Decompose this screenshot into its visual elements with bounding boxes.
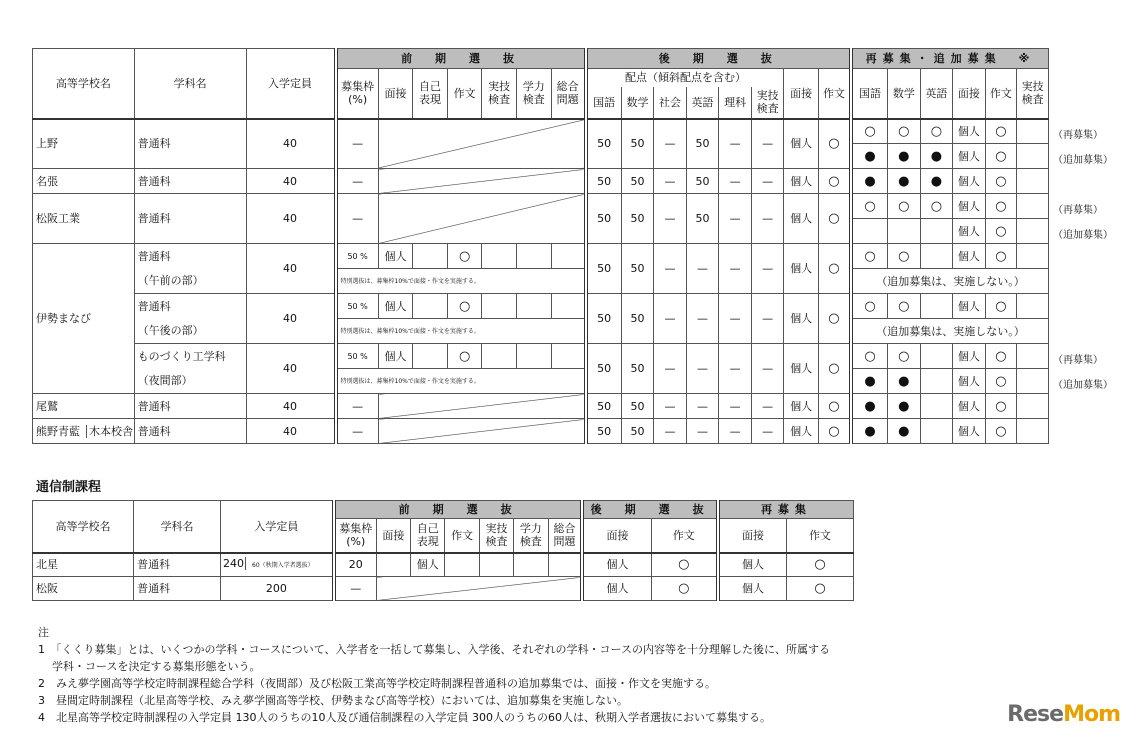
capacity-header: 入学定員 <box>221 501 334 553</box>
sai-header: 再募集・追加募集 ※ <box>851 49 1049 69</box>
sai-value <box>1017 219 1049 244</box>
rika-header: 理科 <box>719 87 752 119</box>
general-value <box>548 553 582 577</box>
dept-header: 学科名 <box>134 49 246 119</box>
interview-header: 面接 <box>378 69 413 119</box>
general-value <box>551 294 586 319</box>
capacity-value: 240 60（秋期入学者選抜） <box>221 553 334 577</box>
school-name: 松阪工業 <box>33 194 135 244</box>
diagonal-empty <box>378 119 585 169</box>
school-header: 高等学校名 <box>33 501 134 553</box>
koki-header: 後 期 選 抜 <box>582 501 717 519</box>
school-name: 尾鷲 <box>33 394 135 419</box>
sai-value: ○ <box>985 194 1017 219</box>
sai-value <box>1017 394 1049 419</box>
zenki-header: 前 期 選 抜 <box>334 501 583 519</box>
essay-value: ○ <box>818 344 851 394</box>
sai-value: ○ <box>888 294 921 319</box>
sai-value: ○ <box>851 244 888 269</box>
sai-interview-header: 面接 <box>718 519 787 553</box>
essay-value: ○ <box>447 344 482 369</box>
sai-value <box>1017 294 1049 319</box>
sai-value: ○ <box>985 144 1017 169</box>
rika-value: — <box>719 419 752 444</box>
sai-value <box>920 394 953 419</box>
sai-sugaku-header: 数学 <box>888 69 921 119</box>
self-value: 個人 <box>411 553 445 577</box>
sai-value: 個人 <box>953 219 986 244</box>
shakai-value: — <box>654 344 687 394</box>
general-header: 総合 問題 <box>551 69 586 119</box>
eigo-value: — <box>686 294 719 344</box>
sai-value: ● <box>851 169 888 194</box>
sugaku-header: 数学 <box>621 87 654 119</box>
side-label: （再募集） <box>1053 205 1103 216</box>
rika-value: — <box>719 294 752 344</box>
zenki-header: 前 期 選 抜 <box>336 49 586 69</box>
capacity-value: 40 <box>246 394 335 419</box>
sai-value: ● <box>888 369 921 394</box>
sai-value: ○ <box>888 194 921 219</box>
sai-value: ● <box>851 394 888 419</box>
sai-value <box>888 219 921 244</box>
ability-value <box>516 344 551 369</box>
dept-header: 学科名 <box>134 501 221 553</box>
sai-value <box>1017 169 1049 194</box>
interview-value: 個人 <box>784 419 819 444</box>
resemom-logo: ReseMom <box>1007 702 1120 727</box>
self-value <box>413 294 448 319</box>
sai-value: ○ <box>985 169 1017 194</box>
eigo-value: — <box>686 344 719 394</box>
sai-value: ○ <box>985 394 1017 419</box>
sai-value: ○ <box>888 344 921 369</box>
quota-value: 50 % <box>336 344 379 369</box>
sugaku-value: 50 <box>621 169 654 194</box>
sai-value: ○ <box>985 119 1017 144</box>
kokugo-value: 50 <box>586 119 622 169</box>
interview-value: 個人 <box>784 119 819 169</box>
table-row <box>33 319 1049 344</box>
quota-value: 50 % <box>336 294 379 319</box>
sai-value <box>1017 194 1049 219</box>
quota-value: — <box>336 169 379 194</box>
sai-value: ○ <box>985 369 1017 394</box>
dept-name: 普通科 <box>134 244 246 269</box>
shakai-value: — <box>654 244 687 294</box>
sai-value: 個人 <box>953 119 986 144</box>
school-name: 熊野青藍 木本校舎 <box>33 419 135 444</box>
eigo-value: — <box>686 419 719 444</box>
special-note: 特別選抜は、募集枠10%で面接・作文を実施する。 <box>336 319 586 344</box>
self-header: 自己 表現 <box>413 69 448 119</box>
tsushin-table <box>32 500 854 601</box>
essay-value <box>445 553 479 577</box>
shakai-value: — <box>654 194 687 244</box>
sugaku-value: 50 <box>621 119 654 169</box>
diagonal-empty <box>378 419 585 444</box>
sai-value: ● <box>888 419 921 444</box>
interview-value: 個人 <box>784 394 819 419</box>
shakai-value: — <box>654 419 687 444</box>
points-header: 配点（傾斜配点を含む） <box>586 69 784 87</box>
sai-value: ○ <box>985 344 1017 369</box>
rika-value: — <box>719 394 752 419</box>
skill-header: 実技 検査 <box>482 69 517 119</box>
table-row <box>33 269 1049 294</box>
table-row <box>33 119 1049 144</box>
sai-value: ● <box>888 144 921 169</box>
sai-value: 個人 <box>953 394 986 419</box>
koki-essay-value: ○ <box>651 577 718 601</box>
table-row <box>33 553 854 577</box>
koki-essay-value: ○ <box>651 553 718 577</box>
table-row <box>33 194 1049 219</box>
sai-value: ● <box>851 144 888 169</box>
sai-value: 個人 <box>953 294 986 319</box>
sai-value <box>1017 419 1049 444</box>
sai-value: ● <box>920 169 953 194</box>
diagonal-empty <box>376 577 582 601</box>
sai-value <box>920 219 953 244</box>
dept-sub: （午前の部） <box>134 269 246 294</box>
dept-name: 普通科 <box>134 169 246 194</box>
sai-value: ● <box>888 394 921 419</box>
sai-value: 個人 <box>953 419 986 444</box>
interview-value: 個人 <box>378 244 413 269</box>
jitsugi-value: — <box>751 194 784 244</box>
sai-essay-value: ○ <box>787 577 854 601</box>
capacity-value: 40 <box>246 194 335 244</box>
sai-value: ○ <box>920 119 953 144</box>
essay-header: 作文 <box>445 519 479 553</box>
skill-header: 実技 検査 <box>479 519 513 553</box>
dept-name: 普通科 <box>134 553 221 577</box>
side-label: （追加募集） <box>1053 380 1113 391</box>
sai-interview-value: 個人 <box>718 577 787 601</box>
sai-value <box>920 294 953 319</box>
sai-value: ● <box>851 419 888 444</box>
ability-value <box>516 294 551 319</box>
sai-value: ○ <box>888 244 921 269</box>
sai-value <box>1017 144 1049 169</box>
school-header: 高等学校名 <box>33 49 135 119</box>
essay-header: 作文 <box>447 69 482 119</box>
note-4: 4 北星高等学校定時制課程の入学定員 130人のうちの10人及び通信制課程の入学定員 300人のうちの60人は、秋期入学者選抜において募集する。 <box>38 711 771 724</box>
eigo-header: 英語 <box>686 87 719 119</box>
jitsugi-value: — <box>751 394 784 419</box>
sai-value: ○ <box>920 194 953 219</box>
table-row <box>33 244 1049 269</box>
general-value <box>551 344 586 369</box>
koki-essay-header: 作文 <box>818 69 851 119</box>
eigo-value: — <box>686 244 719 294</box>
capacity-value: 200 <box>221 577 334 601</box>
self-value <box>413 244 448 269</box>
sai-value <box>1017 344 1049 369</box>
sai-value: ○ <box>851 194 888 219</box>
essay-value: ○ <box>818 394 851 419</box>
side-label: （追加募集） <box>1053 230 1113 241</box>
sugaku-value: 50 <box>621 244 654 294</box>
sai-value: 個人 <box>953 344 986 369</box>
side-label: （再募集） <box>1053 130 1103 141</box>
quota-value: — <box>336 194 379 244</box>
table-row <box>33 169 1049 194</box>
sai-value <box>920 344 953 369</box>
shakai-value: — <box>654 294 687 344</box>
special-note: 特別選抜は、募集枠10%で面接・作文を実施する。 <box>336 269 586 294</box>
interview-value: 個人 <box>784 169 819 194</box>
kokugo-value: 50 <box>586 169 622 194</box>
ability-value <box>514 553 548 577</box>
sai-value <box>1017 244 1049 269</box>
essay-value: ○ <box>818 419 851 444</box>
sai-kokugo-header: 国語 <box>851 69 888 119</box>
dept-name: 普通科 <box>134 577 221 601</box>
capacity-value: 40 <box>246 294 335 344</box>
sugaku-value: 50 <box>621 294 654 344</box>
capacity-value: 40 <box>246 119 335 169</box>
essay-value: ○ <box>447 294 482 319</box>
interview-header: 面接 <box>376 519 410 553</box>
dept-sub: （午後の部） <box>134 319 246 344</box>
sai-value: 個人 <box>953 169 986 194</box>
capacity-header: 入学定員 <box>246 49 335 119</box>
interview-value: 個人 <box>784 194 819 244</box>
dept-name: 普通科 <box>134 194 246 244</box>
sai-value: ○ <box>851 294 888 319</box>
side-label: （追加募集） <box>1053 155 1113 166</box>
sai-header: 再募集 <box>718 501 854 519</box>
table-row <box>33 294 1049 319</box>
kokugo-value: 50 <box>586 244 622 294</box>
sai-value: ○ <box>985 419 1017 444</box>
sai-interview-header: 面接 <box>953 69 986 119</box>
sai-essay-header: 作文 <box>787 519 854 553</box>
jitsugi-value: — <box>751 244 784 294</box>
kokugo-value: 50 <box>586 194 622 244</box>
skill-value <box>482 344 517 369</box>
jitsugi-value: — <box>751 169 784 194</box>
kokugo-value: 50 <box>586 394 622 419</box>
kokugo-value: 50 <box>586 344 622 394</box>
dept-name: ものづくり工学科 <box>134 344 246 369</box>
shakai-header: 社会 <box>654 87 687 119</box>
eigo-value: — <box>686 394 719 419</box>
sai-value: 個人 <box>953 194 986 219</box>
kokugo-value: 50 <box>586 419 622 444</box>
sai-value: 個人 <box>953 369 986 394</box>
koki-essay-header: 作文 <box>651 519 718 553</box>
sai-value: ● <box>888 169 921 194</box>
diagonal-empty <box>378 194 585 244</box>
skill-value <box>482 294 517 319</box>
diagonal-empty <box>378 394 585 419</box>
kokugo-header: 国語 <box>586 87 622 119</box>
sai-note: （追加募集は、実施しない。） <box>851 319 1049 344</box>
school-name: 北星 <box>33 553 134 577</box>
skill-value <box>479 553 513 577</box>
sai-value: ○ <box>851 344 888 369</box>
sai-note: （追加募集は、実施しない。） <box>851 269 1049 294</box>
capacity-value: 40 <box>246 344 335 394</box>
interview-value: 個人 <box>784 294 819 344</box>
rika-value: — <box>719 169 752 194</box>
sai-value <box>1017 119 1049 144</box>
section-heading: 通信制課程 <box>36 480 102 495</box>
sai-value: ○ <box>888 119 921 144</box>
rika-value: — <box>719 119 752 169</box>
note-1-cont: 学科・コースを決定する募集形態をいう。 <box>52 660 261 673</box>
sugaku-value: 50 <box>621 194 654 244</box>
essay-value: ○ <box>447 244 482 269</box>
capacity-value: 40 <box>246 244 335 294</box>
kokugo-value: 50 <box>586 294 622 344</box>
sai-skill-header: 実技 検査 <box>1017 69 1049 119</box>
sai-value: ● <box>920 144 953 169</box>
quota-value: — <box>334 577 376 601</box>
sai-essay-header: 作文 <box>985 69 1017 119</box>
note-3: 3 昼間定時制課程（北星高等学校、みえ夢学園高等学校、伊勢まなび高等学校）においては、追加募集を実施しない。 <box>38 694 628 707</box>
general-value <box>551 244 586 269</box>
koki-interview-value: 個人 <box>582 553 651 577</box>
sugaku-value: 50 <box>621 344 654 394</box>
school-name: 松阪 <box>33 577 134 601</box>
sai-value: ○ <box>985 244 1017 269</box>
school-name: 伊勢まなび <box>33 244 135 394</box>
sugaku-value: 50 <box>621 394 654 419</box>
note-2: 2 みえ夢学園高等学校定時制課程総合学科（夜間部）及び松阪工業高等学校定時制課程普通科の追加募集では、面接・作文を実施する。 <box>38 677 716 690</box>
jitsugi-value: — <box>751 119 784 169</box>
note-1: 1 「くくり募集」とは、いくつかの学科・コースについて、入学者を一括して募集し、入学後、それぞれの学科・コースの内容等を十分理解した後に、所属する <box>38 643 830 656</box>
shakai-value: — <box>654 394 687 419</box>
ability-header: 学力 検査 <box>516 69 551 119</box>
notes-label: 注 <box>38 626 49 639</box>
sai-eigo-header: 英語 <box>920 69 953 119</box>
self-header: 自己 表現 <box>411 519 445 553</box>
quota-value: 50 % <box>336 244 379 269</box>
jitsugi-header: 実技 検査 <box>751 87 784 119</box>
dept-name: 普通科 <box>134 394 246 419</box>
quota-value: — <box>336 119 379 169</box>
koki-interview-header: 面接 <box>582 519 651 553</box>
dept-name: 普通科 <box>134 119 246 169</box>
table-row <box>33 344 1049 369</box>
ability-value <box>516 244 551 269</box>
skill-value <box>482 244 517 269</box>
table-row <box>33 369 1049 394</box>
jitsugi-value: — <box>751 344 784 394</box>
essay-value: ○ <box>818 294 851 344</box>
dept-name: 普通科 <box>134 294 246 319</box>
dept-name: 普通科 <box>134 419 246 444</box>
sai-value: ○ <box>985 294 1017 319</box>
special-note: 特別選抜は、募集枠10%で面接・作文を実施する。 <box>336 369 586 394</box>
self-value <box>413 344 448 369</box>
table-row <box>33 419 1049 444</box>
ability-header: 学力 検査 <box>514 519 548 553</box>
sai-value <box>1017 369 1049 394</box>
rika-value: — <box>719 194 752 244</box>
essay-value: ○ <box>818 119 851 169</box>
eigo-value: 50 <box>686 169 719 194</box>
koki-interview-header: 面接 <box>784 69 819 119</box>
sai-value: 個人 <box>953 144 986 169</box>
quota-header: 募集枠 (%) <box>334 519 376 553</box>
interview-value: 個人 <box>378 294 413 319</box>
sai-value <box>920 419 953 444</box>
jitsugi-value: — <box>751 294 784 344</box>
sai-value: ○ <box>985 219 1017 244</box>
main-table <box>32 48 1049 444</box>
interview-value <box>376 553 410 577</box>
interview-value: 個人 <box>784 244 819 294</box>
table-row <box>33 394 1049 419</box>
koki-header: 後 期 選 抜 <box>586 49 851 69</box>
sai-interview-value: 個人 <box>718 553 787 577</box>
shakai-value: — <box>654 169 687 194</box>
quota-value: — <box>336 419 379 444</box>
interview-value: 個人 <box>378 344 413 369</box>
school-name: 上野 <box>33 119 135 169</box>
table-row <box>33 577 854 601</box>
koki-interview-value: 個人 <box>582 577 651 601</box>
quota-value: 20 <box>334 553 376 577</box>
notes <box>38 624 830 726</box>
quota-value: — <box>336 394 379 419</box>
jitsugi-value: — <box>751 419 784 444</box>
rika-value: — <box>719 244 752 294</box>
general-header: 総合 問題 <box>548 519 582 553</box>
sai-value: 個人 <box>953 244 986 269</box>
sai-value <box>920 244 953 269</box>
sai-value <box>851 219 888 244</box>
sai-value: ○ <box>851 119 888 144</box>
quota-header: 募集枠 (%) <box>336 69 379 119</box>
school-name: 名張 <box>33 169 135 194</box>
diagonal-empty <box>378 169 585 194</box>
essay-value: ○ <box>818 169 851 194</box>
side-label: （再募集） <box>1053 355 1103 366</box>
interview-value: 個人 <box>784 344 819 394</box>
sai-essay-value: ○ <box>787 553 854 577</box>
shakai-value: — <box>654 119 687 169</box>
rika-value: — <box>719 344 752 394</box>
capacity-value: 40 <box>246 169 335 194</box>
sai-value <box>920 369 953 394</box>
sai-value: ● <box>851 369 888 394</box>
capacity-value: 40 <box>246 419 335 444</box>
eigo-value: 50 <box>686 194 719 244</box>
dept-sub: （夜間部） <box>134 369 246 394</box>
essay-value: ○ <box>818 244 851 294</box>
essay-value: ○ <box>818 194 851 244</box>
sugaku-value: 50 <box>621 419 654 444</box>
eigo-value: 50 <box>686 119 719 169</box>
